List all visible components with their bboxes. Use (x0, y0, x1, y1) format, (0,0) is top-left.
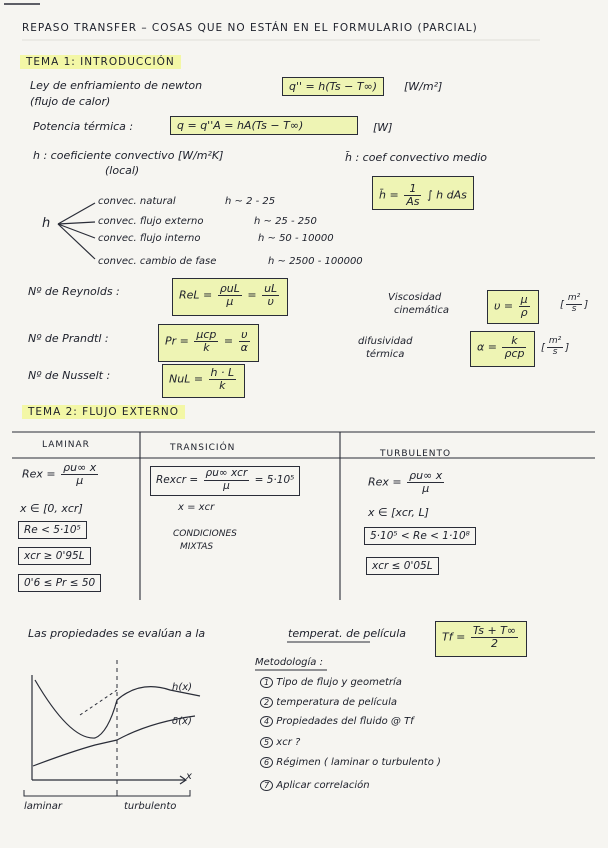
metodologia-text-1: temperatura de película (276, 697, 397, 708)
hbar-description: h̄ : coef convectivo medio (345, 151, 488, 164)
nusselt-den: k (219, 379, 226, 393)
h-range-label-1: convec. flujo externo (98, 216, 204, 227)
film-num: Ts + T∞ (472, 624, 517, 637)
metodologia-item-0 (260, 677, 402, 689)
laminar-rex-lhs: Rex = (22, 467, 56, 481)
visc-units-den: s (571, 303, 577, 314)
visc-label-sub: cinemática (394, 305, 449, 316)
graph-label-turbulento: turbulento (124, 801, 177, 812)
turb-rex-lhs: Rex = (368, 475, 402, 489)
prandtl-lhs: Pr = (165, 334, 189, 348)
metodologia-num-0: 1 (260, 677, 273, 688)
nusselt-formula-box (162, 364, 245, 398)
turb-rex-num: ρu∞ x (409, 469, 443, 482)
visc-units-num: m² (567, 293, 581, 303)
prandtl-f1-num: μcp (196, 328, 217, 341)
trans-rhs: = 5·10⁵ (254, 474, 295, 487)
metodologia-text-0: Tipo de flujo y geometría (276, 677, 402, 688)
laminar-item-0: x ∈ [0, xcr] (20, 502, 83, 515)
film-formula-box (435, 621, 527, 657)
laminar-item-2: xcr ≥ 0'95L (18, 547, 91, 565)
boundary-layer-graph (24, 660, 200, 796)
difus-lhs: α = (477, 340, 497, 354)
newton-units: [W/m²] (404, 80, 443, 93)
metodologia-item-2 (260, 716, 414, 728)
laminar-rex-num: ρu∞ x (63, 461, 97, 474)
laminar-item-1: Re < 5·10⁵ (18, 521, 87, 539)
reynolds-eq: = (247, 288, 257, 302)
h-branch-4 (58, 224, 95, 259)
h-description: h : coeficiente convectivo [W/m²K] (33, 149, 224, 162)
nusselt-lhs: NuL = (169, 372, 204, 386)
visc-label: Viscosidad (388, 292, 442, 303)
film-den: 2 (490, 637, 498, 651)
h-branch-2 (58, 222, 95, 224)
h-range-label-3: convec. cambio de fase (98, 256, 217, 267)
nusselt-num: h · L (210, 366, 235, 379)
metodologia-item-4 (260, 757, 441, 769)
potencia-units: [W] (373, 121, 393, 134)
difus-units: [ $\frac{\text{m²}}{s}$ ] (541, 336, 570, 357)
col-header-laminar: LAMINAR (42, 440, 90, 450)
prandtl-eq: = (223, 334, 234, 348)
turb-rex-den: μ (422, 482, 430, 496)
difus-label: difusividad (358, 336, 413, 347)
metodologia-num-1: 2 (260, 697, 273, 708)
visc-den: ρ (520, 306, 528, 320)
metodologia-num-5: 7 (260, 780, 273, 791)
h-symbol: h (42, 216, 51, 231)
h-branch-1 (58, 203, 95, 224)
graph-label-laminar: laminar (24, 801, 63, 812)
h-range-label-2: convec. flujo interno (98, 233, 201, 244)
prandtl-f2-num: υ (239, 329, 250, 342)
metodologia-item-5 (260, 780, 370, 792)
visc-units: [ $\frac{\text{m²}}{s}$ ] (560, 293, 589, 314)
trans-den: μ (223, 479, 230, 492)
metodologia-num-3: 5 (260, 737, 273, 748)
nusselt-label: Nº de Nusselt : (28, 369, 111, 382)
film-lhs: Tf = (442, 630, 466, 644)
page-title: REPASO TRANSFER – COSAS QUE NO ESTÁN EN EL FORMULARIO (PARCIAL) (22, 22, 478, 34)
difus-num: k (502, 335, 526, 348)
col-header-turbulento: TURBULENTO (380, 449, 452, 459)
reynolds-f1-den: μ (226, 295, 234, 309)
metodologia-text-4: Régimen ( laminar o turbulento ) (276, 757, 441, 768)
metodologia-item-3 (260, 737, 300, 749)
reynolds-f2-num: uL (264, 282, 278, 295)
newton-label: Ley de enfriamiento de newton (30, 79, 203, 92)
prandtl-f2-den: α (240, 341, 248, 355)
h-range-label-0: convec. natural (98, 196, 176, 207)
graph-label-delta: δ(x) (172, 716, 192, 727)
newton-label-sub: (flujo de calor) (30, 95, 111, 108)
visc-lhs: υ = (494, 299, 514, 313)
h-range-value-1: h ~ 25 - 250 (254, 216, 317, 227)
h-description-local: (local) (105, 164, 140, 177)
h-range-value-3: h ~ 2500 - 100000 (268, 256, 363, 267)
turb-xcr-box: xcr ≤ 0'05L (366, 557, 439, 575)
reynolds-formula-box (172, 278, 288, 316)
delta-curve (33, 716, 195, 766)
turb-re-box: 5·10⁵ < Re < 1·10⁸ (364, 527, 476, 545)
prandtl-label: Nº de Prandtl : (28, 332, 109, 345)
trans-lhs: Rexcr = (156, 474, 199, 487)
laminar-rex (22, 462, 100, 487)
h-range-value-2: h ~ 50 - 10000 (258, 233, 334, 244)
difus-label-sub: térmica (366, 349, 405, 360)
film-text: Las propiedades se evalúan a la (28, 627, 206, 640)
hbar-frac-den: As (406, 195, 420, 209)
h-range-value-0: h ~ 2 - 25 (225, 196, 276, 207)
reynolds-f1-num: ρuL (219, 282, 240, 295)
metodologia-num-2: 4 (260, 716, 273, 727)
hbar-formula-box (372, 176, 474, 210)
visc-formula-box (487, 290, 539, 324)
hbar-frac-num: 1 (404, 183, 421, 196)
metodologia-title: Metodología : (255, 657, 323, 668)
newton-formula-box: q'' = h(Ts − T∞) (282, 77, 384, 96)
film-text-emph: temperat. de película (288, 627, 407, 640)
col-header-transicion: TRANSICIÓN (170, 443, 236, 453)
section-heading-tema2: TEMA 2: FLUJO EXTERNO (22, 405, 185, 419)
metodologia-num-4: 6 (260, 757, 273, 768)
metodologia-text-5: Aplicar correlación (276, 780, 370, 791)
metodologia-item-1 (260, 697, 397, 709)
prandtl-f1-den: k (203, 341, 210, 355)
graph-label-h: h(x) (172, 682, 193, 693)
difus-formula-box (470, 331, 535, 367)
trans-cond-1: CONDICIONES (173, 529, 237, 539)
trans-cond-2: MIXTAS (180, 542, 214, 552)
reynolds-f2-den: υ (267, 295, 274, 309)
reynolds-label: Nº de Reynolds : (28, 285, 120, 298)
visc-num: μ (520, 293, 528, 306)
h-branch-3 (58, 224, 95, 238)
laminar-rex-den: μ (76, 474, 84, 488)
metodologia-text-3: xcr ? (276, 737, 301, 748)
transicion-formula (150, 466, 300, 496)
prandtl-formula-box (158, 324, 259, 362)
turb-range: x ∈ [xcr, L] (368, 506, 429, 519)
graph-label-x: x (186, 771, 192, 782)
difus-units-den: s (552, 346, 558, 357)
difus-units-num: m² (548, 336, 562, 346)
reynolds-lhs: ReL = (179, 288, 213, 302)
hbar-integral: ∫ h dAs (426, 188, 467, 202)
hbar-lhs: h̄ = (379, 188, 399, 202)
turb-rex (368, 470, 446, 495)
potencia-formula-box: q = q''A = hA(Ts − T∞) (170, 116, 358, 135)
section-heading-tema1: TEMA 1: INTRODUCCIÓN (20, 55, 181, 69)
trans-num: ρu∞ xcr (205, 467, 248, 479)
metodologia-text-2: Propiedades del fluido @ Tf (276, 716, 414, 727)
potencia-label: Potencia térmica : (33, 120, 134, 133)
difus-den: ρcp (504, 347, 525, 361)
laminar-item-3: 0'6 ≤ Pr ≤ 50 (18, 574, 101, 592)
trans-x: x = xcr (178, 502, 215, 513)
